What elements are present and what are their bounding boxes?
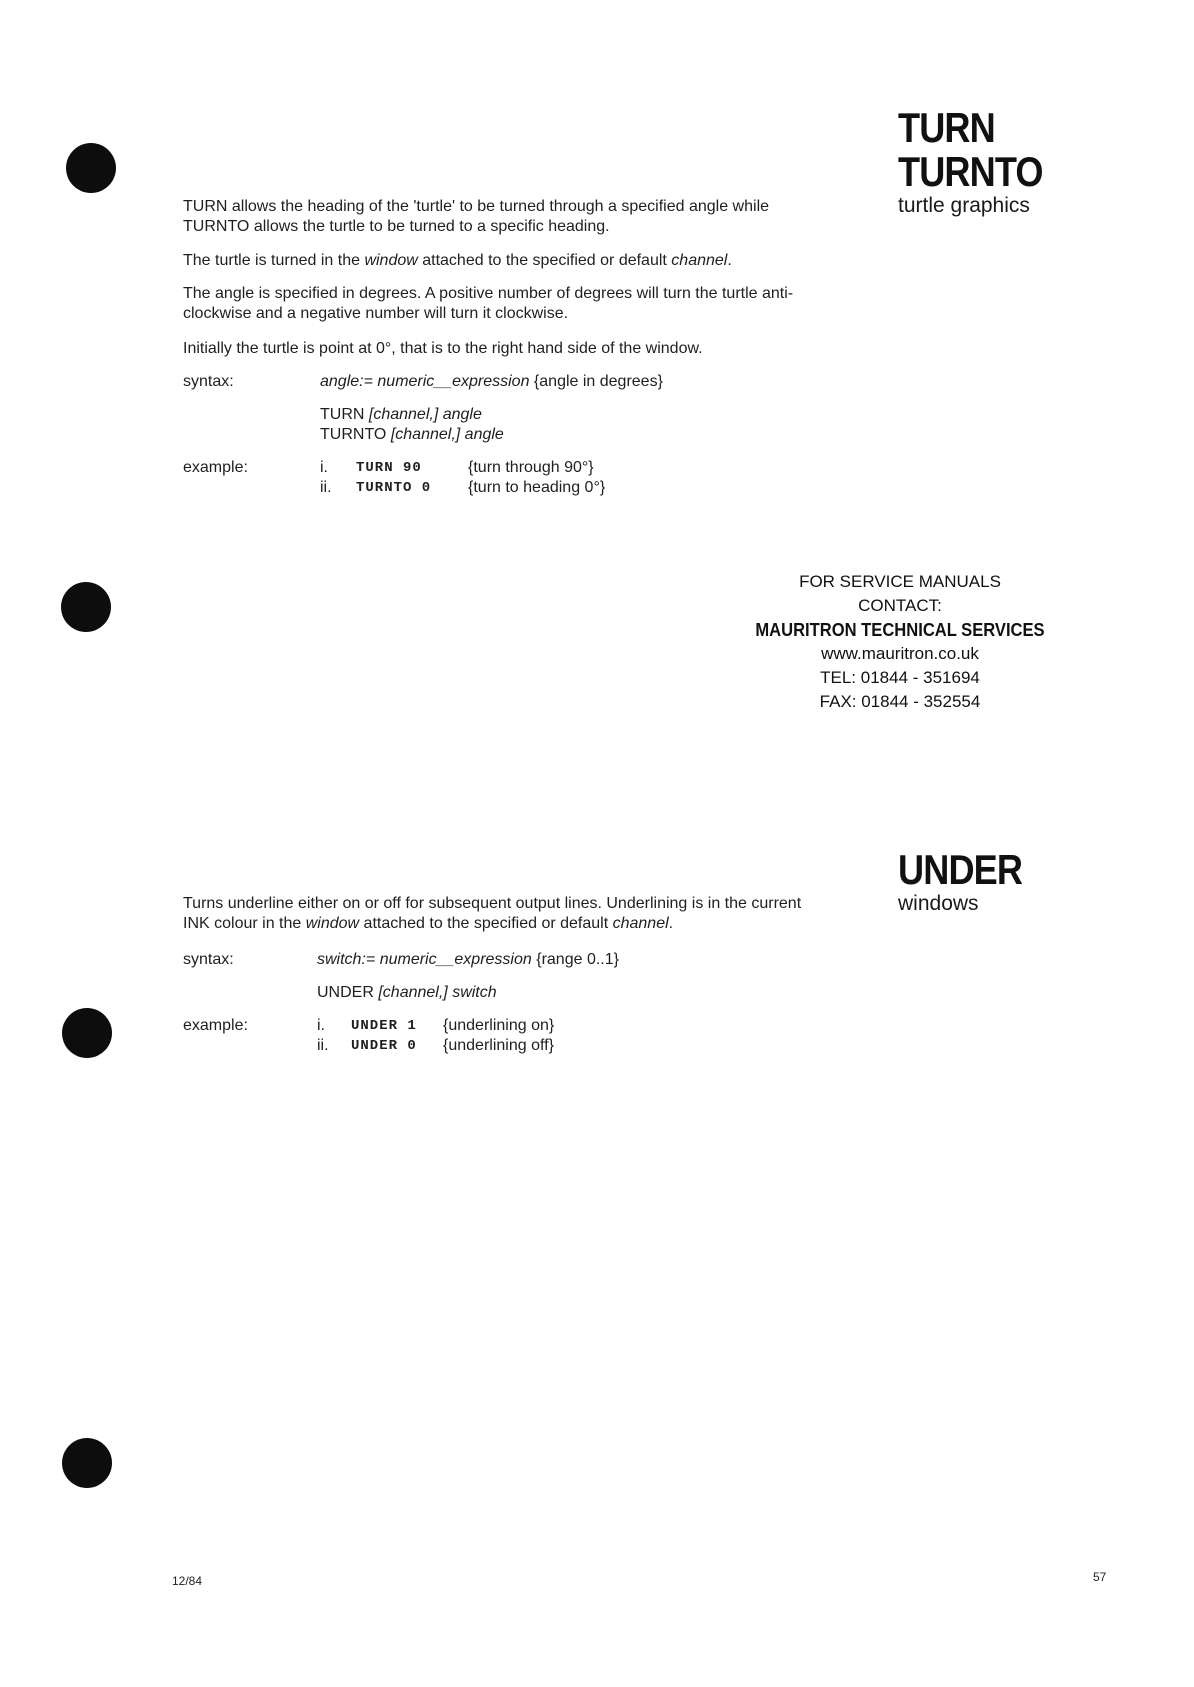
page-number: 57 bbox=[1093, 1570, 1107, 1584]
category-turtle-graphics: turtle graphics bbox=[898, 194, 1030, 217]
turn-description: TURN allows the heading of the 'turtle' to be turned through a specified angle while TURNTO allows the turtle to be turned to a specific heading. bbox=[183, 198, 770, 235]
under-syntax-form: UNDER [channel,] switch bbox=[317, 984, 497, 1001]
turn-keyword-heading bbox=[898, 106, 1066, 218]
service-company: MAURITRON TECHNICAL SERVICES bbox=[755, 620, 1045, 640]
turn-initial-note: Initially the turtle is point at 0°, that is to the right hand side of the window. bbox=[183, 340, 703, 357]
keyword-turnto: TURNTO bbox=[898, 148, 1043, 195]
keyword-turn: TURN bbox=[898, 104, 995, 151]
punch-hole-4 bbox=[62, 1438, 112, 1488]
turn-syntax-label: syntax: bbox=[183, 373, 234, 390]
service-tel: TEL: 01844 - 351694 bbox=[820, 668, 980, 687]
footer-date: 12/84 bbox=[172, 1574, 203, 1588]
turn-example-label: example: bbox=[183, 459, 248, 476]
service-fax: FAX: 01844 - 352554 bbox=[819, 692, 981, 711]
service-website: www.mauritron.co.uk bbox=[821, 644, 979, 663]
turn-example-row: ii. TURNTO 0 {turn to heading 0°} bbox=[320, 479, 606, 496]
under-keyword-heading bbox=[898, 848, 1042, 916]
turn-window-note: The turtle is turned in the window attached to the specified or default channel. bbox=[183, 252, 732, 269]
turn-example-row: i. TURN 90 {turn through 90°} bbox=[320, 459, 594, 476]
under-example-row: i. UNDER 1 {underlining on} bbox=[317, 1017, 555, 1034]
under-example-label: example: bbox=[183, 1017, 248, 1034]
turn-syntax-form: TURN [channel,] angle bbox=[320, 406, 482, 423]
turn-angle-note: The angle is specified in degrees. A positive number of degrees will turn the turtle anti- clockwise and a negative number will turn it clockwise. bbox=[183, 285, 794, 322]
turnto-syntax-form: TURNTO [channel,] angle bbox=[320, 426, 504, 443]
under-syntax-label: syntax: bbox=[183, 951, 234, 968]
under-syntax-definition: switch:= numeric__expression {range 0..1} bbox=[317, 951, 619, 968]
under-description: Turns underline either on or off for subsequent output lines. Underlining is in the current INK colour in the window attached to the specified or default channel. bbox=[183, 895, 802, 932]
service-line-1: FOR SERVICE MANUALS bbox=[799, 572, 1001, 591]
turn-syntax-definition: angle:= numeric__expression {angle in degrees} bbox=[320, 373, 663, 390]
punch-hole-2 bbox=[61, 582, 111, 632]
keyword-under: UNDER bbox=[898, 846, 1023, 893]
service-notice bbox=[640, 570, 1160, 714]
punch-hole-1 bbox=[66, 143, 116, 193]
category-windows: windows bbox=[898, 892, 979, 915]
under-example-row: ii. UNDER 0 {underlining off} bbox=[317, 1037, 554, 1054]
punch-hole-3 bbox=[62, 1008, 112, 1058]
service-line-2: CONTACT: bbox=[858, 596, 942, 615]
